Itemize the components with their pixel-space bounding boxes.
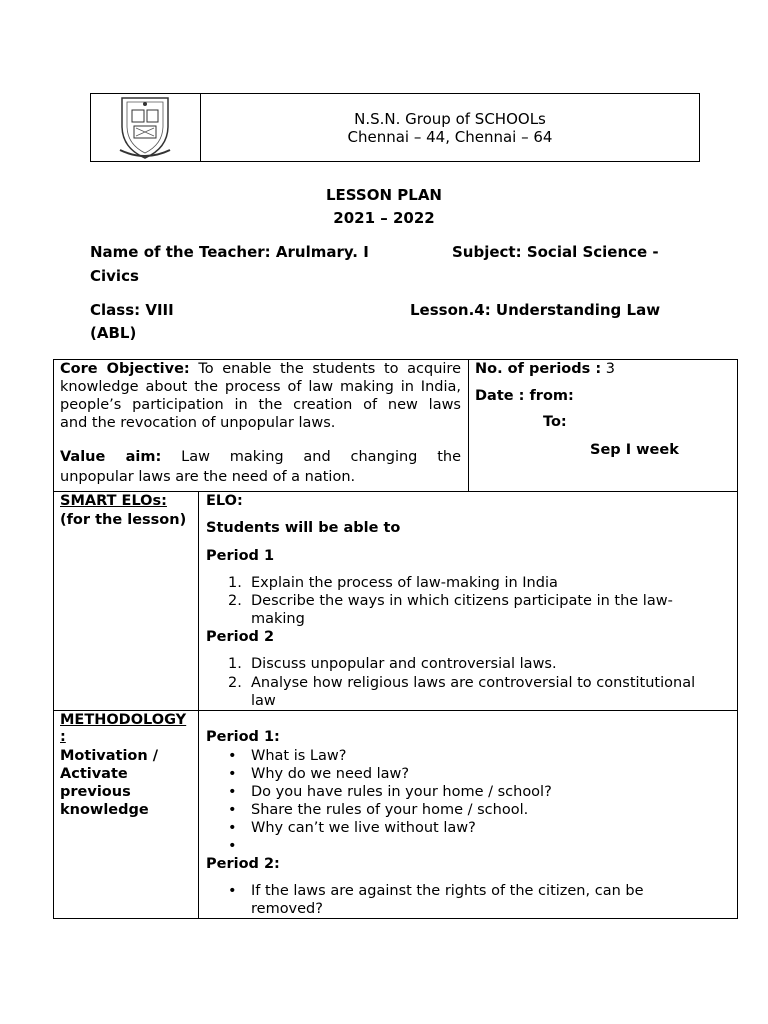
list-item: 1. Explain the process of law-making in India xyxy=(228,575,558,591)
core-objective xyxy=(60,360,461,486)
method-period-1: Period 1: xyxy=(206,729,280,745)
list-item-cont: making xyxy=(251,611,305,627)
list-item: 2. Analyse how religious laws are controversial to constitutional xyxy=(228,675,696,691)
subject-cont: Civics xyxy=(90,267,139,285)
elo-heading: ELO: xyxy=(206,493,243,509)
school-location: Chennai – 44, Chennai – 64 xyxy=(347,128,553,146)
methodology-colon: : xyxy=(60,729,66,745)
method-period-2: Period 2: xyxy=(206,856,280,872)
date-week: Sep I week xyxy=(590,442,679,458)
periods-count: 3 xyxy=(605,361,615,377)
elo-period-2: Period 2 xyxy=(206,629,275,645)
elo-intro: Students will be able to xyxy=(206,520,401,536)
list-item: 2. Describe the ways in which citizens participate in the law- xyxy=(228,593,673,609)
periods-label: No. of periods : xyxy=(475,361,602,377)
school-crest-icon xyxy=(116,96,174,160)
doc-title: LESSON PLAN xyxy=(326,186,442,204)
methodology-sub-3: previous xyxy=(60,784,131,800)
list-item: • If the laws are against the rights of the citizen, can be xyxy=(228,883,644,899)
teacher-name: Name of the Teacher: Arulmary. I xyxy=(90,243,369,261)
date-to: To: xyxy=(543,414,567,430)
list-item: • Why can’t we live without law? xyxy=(228,820,476,836)
methodology-sub-2: Activate xyxy=(60,766,128,782)
date-from: Date : from: xyxy=(475,388,574,404)
smart-elos-sub: (for the lesson) xyxy=(60,512,187,528)
core-objective-text-4: and the revocation of unpopular laws. xyxy=(60,415,336,431)
core-objective-text-2: knowledge about the process of law making in India, xyxy=(60,379,461,395)
list-item: • Why do we need law? xyxy=(228,766,410,782)
list-item: • What is Law? xyxy=(228,748,347,764)
value-aim-label: Value aim: xyxy=(60,449,162,465)
school-name: N.S.N. Group of SCHOOLs xyxy=(354,110,546,128)
class-label: Class: VIII xyxy=(90,301,174,319)
value-aim-text-1: Law making and changing the xyxy=(181,449,462,465)
subject: Subject: Social Science - xyxy=(452,243,659,261)
methodology-label: METHODOLOGY xyxy=(60,712,187,728)
list-item: • xyxy=(228,838,237,854)
school-header xyxy=(90,93,700,162)
class-type: (ABL) xyxy=(90,324,137,342)
core-objective-text-3: people’s participation in the creation of new laws xyxy=(60,397,461,413)
smart-elos-label: SMART ELOs: xyxy=(60,493,167,509)
list-item-cont: removed? xyxy=(251,901,323,917)
elo-period-1: Period 1 xyxy=(206,548,275,564)
doc-year: 2021 – 2022 xyxy=(333,209,435,227)
value-aim-text-2: unpopular laws are the need of a nation. xyxy=(60,469,356,485)
methodology-sub-4: knowledge xyxy=(60,802,149,818)
list-item: • Share the rules of your home / school. xyxy=(228,802,529,818)
methodology-sub-1: Motivation / xyxy=(60,748,159,764)
core-objective-text-1: To enable the students to acquire xyxy=(198,361,461,377)
list-item: • Do you have rules in your home / school? xyxy=(228,784,552,800)
list-item: 1. Discuss unpopular and controversial laws. xyxy=(228,656,557,672)
list-item-cont: law xyxy=(251,693,276,709)
core-objective-label: Core Objective: xyxy=(60,361,190,377)
lesson-title: Lesson.4: Understanding Law xyxy=(410,301,661,319)
